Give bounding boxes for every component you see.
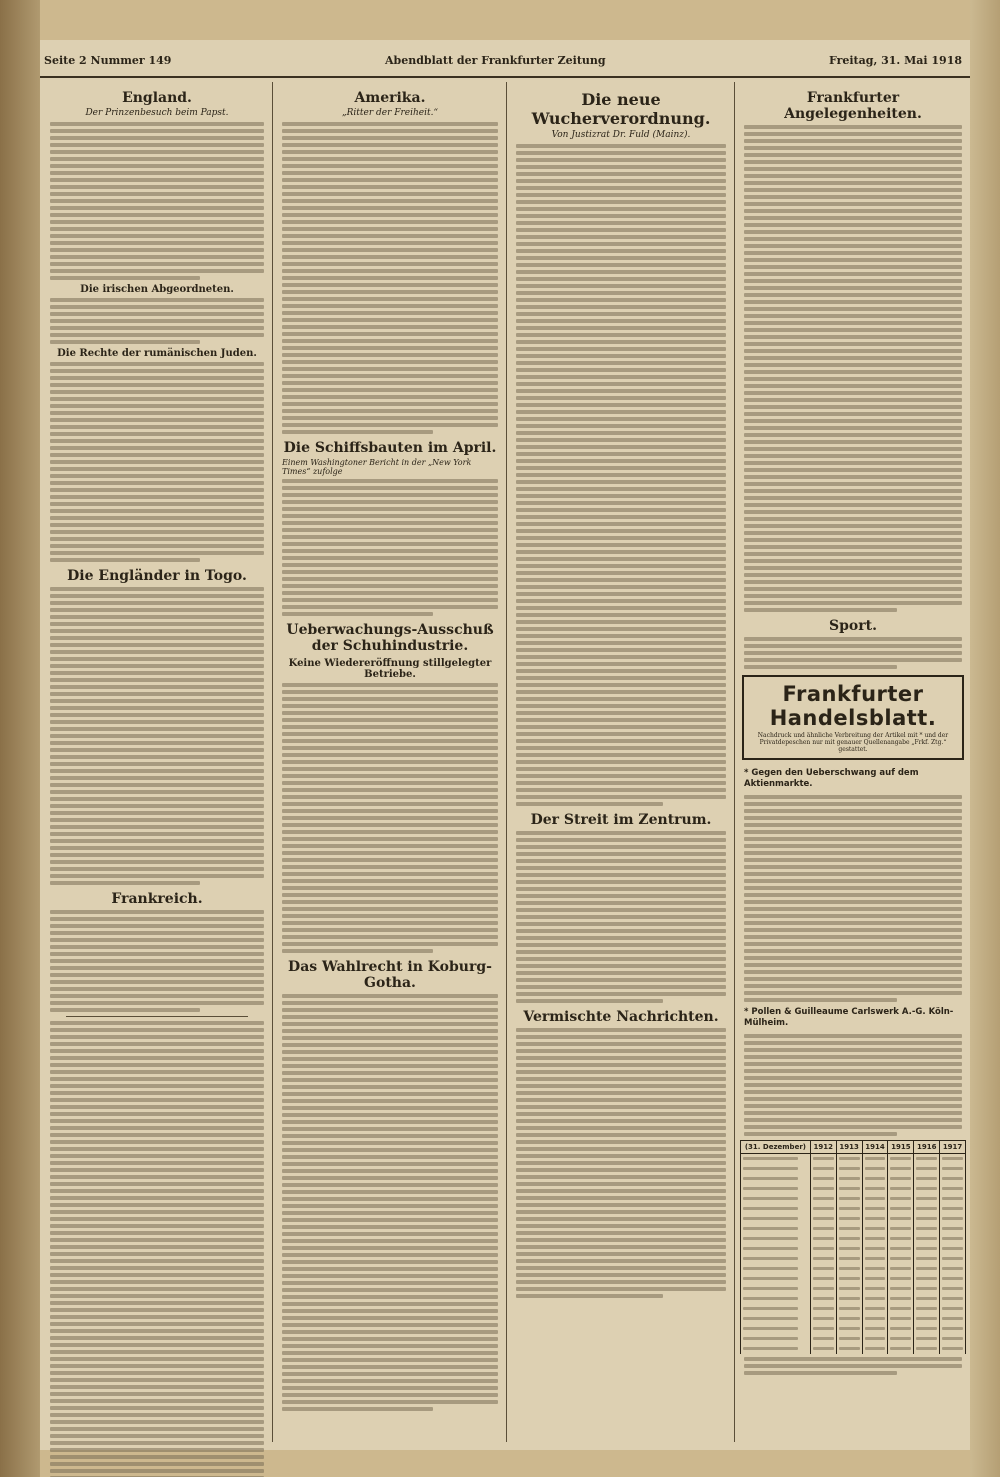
table-cell bbox=[888, 1234, 914, 1244]
table-cell bbox=[741, 1254, 811, 1264]
table-cell bbox=[810, 1214, 836, 1224]
table-row bbox=[741, 1184, 966, 1194]
table-cell bbox=[836, 1314, 862, 1324]
table-row bbox=[741, 1294, 966, 1304]
table-cell bbox=[940, 1264, 966, 1274]
table-cell bbox=[810, 1344, 836, 1354]
table-cell bbox=[836, 1324, 862, 1334]
table-cell bbox=[741, 1154, 811, 1164]
article-body bbox=[50, 910, 264, 1012]
table-cell bbox=[741, 1304, 811, 1314]
article-body bbox=[282, 994, 498, 1411]
table-cell bbox=[810, 1334, 836, 1344]
table-row bbox=[741, 1264, 966, 1274]
feuilleton-body bbox=[50, 1021, 264, 1477]
table-cell bbox=[862, 1284, 888, 1294]
table-cell bbox=[862, 1224, 888, 1234]
newspaper-page bbox=[40, 40, 970, 1450]
table-cell bbox=[741, 1324, 811, 1334]
table-cell bbox=[862, 1334, 888, 1344]
table-cell bbox=[862, 1214, 888, 1224]
table-cell bbox=[914, 1254, 940, 1264]
table-cell bbox=[862, 1184, 888, 1194]
table-header-row bbox=[741, 1141, 966, 1154]
article-title: Das Wahlrecht in Koburg-Gotha. bbox=[288, 959, 492, 991]
table-body bbox=[741, 1154, 966, 1354]
table-cell bbox=[810, 1174, 836, 1184]
table-cell bbox=[810, 1254, 836, 1264]
table-cell bbox=[888, 1264, 914, 1274]
table-cell bbox=[914, 1284, 940, 1294]
table-row bbox=[741, 1194, 966, 1204]
table-cell bbox=[888, 1314, 914, 1324]
table-cell bbox=[741, 1224, 811, 1234]
article-title: Die Engländer in Togo. bbox=[67, 568, 247, 584]
table-cell bbox=[810, 1304, 836, 1314]
article-lead: Einem Washingtoner Bericht in der „New York Times“ zufolge bbox=[282, 458, 472, 476]
table-cell bbox=[940, 1194, 966, 1204]
table-header: 1917 bbox=[940, 1141, 966, 1154]
table-row bbox=[741, 1174, 966, 1184]
table-cell bbox=[914, 1174, 940, 1184]
table-cell bbox=[862, 1314, 888, 1324]
page-number: Seite 2 Nummer 149 bbox=[44, 54, 172, 67]
handelsblatt-masthead bbox=[742, 675, 964, 760]
table-row bbox=[741, 1234, 966, 1244]
article-subtitle: „Ritter der Freiheit.“ bbox=[341, 108, 439, 118]
article-title: Frankfurter Angelegenheiten. bbox=[784, 90, 922, 122]
table-cell bbox=[741, 1264, 811, 1274]
table-cell bbox=[862, 1304, 888, 1314]
table-cell bbox=[741, 1244, 811, 1254]
column-amerika bbox=[278, 84, 502, 1414]
table-cell bbox=[836, 1334, 862, 1344]
article-body bbox=[744, 1357, 962, 1375]
table-cell bbox=[940, 1174, 966, 1184]
table-cell bbox=[836, 1194, 862, 1204]
table-header: 1914 bbox=[862, 1141, 888, 1154]
table-cell bbox=[810, 1224, 836, 1234]
table-cell bbox=[862, 1254, 888, 1264]
news-headline: * Gegen den Ueberschwang auf dem Aktienmarkte. bbox=[744, 768, 919, 789]
table-cell bbox=[914, 1324, 940, 1334]
article-subtitle: Der Prinzenbesuch beim Papst. bbox=[85, 108, 229, 118]
article-body bbox=[50, 587, 264, 885]
table-cell bbox=[888, 1224, 914, 1234]
table-cell bbox=[940, 1164, 966, 1174]
table-row bbox=[741, 1344, 966, 1354]
handelsblatt-title: Frankfurter Handelsblatt. bbox=[769, 682, 937, 730]
table-header: (31. Dezember) bbox=[741, 1141, 811, 1154]
column-rule bbox=[506, 82, 507, 1442]
article-title: Frankreich. bbox=[111, 891, 203, 907]
table-cell bbox=[836, 1274, 862, 1284]
table-cell bbox=[888, 1304, 914, 1314]
table-row bbox=[741, 1334, 966, 1344]
table-cell bbox=[940, 1244, 966, 1254]
table-cell bbox=[940, 1154, 966, 1164]
section-heading: Die Rechte der rumänischen Juden. bbox=[57, 348, 257, 359]
table-cell bbox=[836, 1174, 862, 1184]
column-frankfurt bbox=[740, 84, 966, 1378]
issue-date: Freitag, 31. Mai 1918 bbox=[828, 54, 962, 67]
table-cell bbox=[862, 1294, 888, 1304]
table-row bbox=[741, 1284, 966, 1294]
table-cell bbox=[940, 1314, 966, 1324]
table-row bbox=[741, 1274, 966, 1284]
table-cell bbox=[914, 1204, 940, 1214]
header-rule bbox=[40, 76, 970, 78]
table-cell bbox=[810, 1294, 836, 1304]
masthead-title: Abendblatt der Frankfurter Zeitung bbox=[385, 54, 606, 67]
table-cell bbox=[810, 1244, 836, 1254]
table-cell bbox=[741, 1294, 811, 1304]
table-cell bbox=[810, 1154, 836, 1164]
table-cell bbox=[741, 1184, 811, 1194]
table-cell bbox=[741, 1314, 811, 1324]
article-title: Amerika. bbox=[354, 90, 426, 106]
article-title: Die neue Wucherverordnung. bbox=[531, 90, 711, 128]
table-cell bbox=[810, 1314, 836, 1324]
article-body bbox=[516, 1028, 726, 1298]
news-lead bbox=[740, 1005, 966, 1031]
table-cell bbox=[940, 1274, 966, 1284]
table-cell bbox=[741, 1164, 811, 1174]
table-cell bbox=[741, 1194, 811, 1204]
table-cell bbox=[810, 1164, 836, 1174]
reprint-notice: Nachdruck und ähnliche Verbreitung der Artikel mit * und der Privatdepeschen nur mit genauer Quellenangabe „Frkf. Ztg.“ gestattet. bbox=[757, 732, 949, 753]
table-row bbox=[741, 1204, 966, 1214]
article-body bbox=[282, 683, 498, 953]
table-cell bbox=[914, 1334, 940, 1344]
article-byline: Von Justizrat Dr. Fuld (Mainz). bbox=[551, 130, 691, 140]
table-cell bbox=[741, 1284, 811, 1294]
table-cell bbox=[888, 1174, 914, 1184]
table-cell bbox=[836, 1214, 862, 1224]
table-cell bbox=[888, 1214, 914, 1224]
table-cell bbox=[888, 1294, 914, 1304]
table-cell bbox=[940, 1234, 966, 1244]
column-rule bbox=[272, 82, 273, 1442]
table-cell bbox=[862, 1174, 888, 1184]
article-body bbox=[744, 125, 962, 612]
table-cell bbox=[914, 1304, 940, 1314]
table-cell bbox=[836, 1154, 862, 1164]
table-cell bbox=[836, 1184, 862, 1194]
table-cell bbox=[914, 1274, 940, 1284]
table-cell bbox=[914, 1164, 940, 1174]
table-cell bbox=[810, 1184, 836, 1194]
table-cell bbox=[914, 1194, 940, 1204]
table-header: 1916 bbox=[914, 1141, 940, 1154]
table-cell bbox=[914, 1314, 940, 1324]
table-cell bbox=[888, 1164, 914, 1174]
table-cell bbox=[836, 1344, 862, 1354]
table-row bbox=[741, 1304, 966, 1314]
table-cell bbox=[888, 1194, 914, 1204]
table-cell bbox=[836, 1254, 862, 1264]
article-body bbox=[516, 144, 726, 806]
table-cell bbox=[940, 1344, 966, 1354]
article-body bbox=[50, 362, 264, 562]
table-cell bbox=[940, 1334, 966, 1344]
table-cell bbox=[940, 1304, 966, 1314]
table-cell bbox=[741, 1274, 811, 1284]
article-body bbox=[516, 831, 726, 1003]
table-cell bbox=[836, 1284, 862, 1294]
table-cell bbox=[810, 1204, 836, 1214]
table-cell bbox=[741, 1214, 811, 1224]
table-cell bbox=[940, 1204, 966, 1214]
table-cell bbox=[862, 1194, 888, 1204]
article-title: Vermischte Nachrichten. bbox=[523, 1009, 719, 1025]
table-cell bbox=[862, 1164, 888, 1174]
next-page-edge bbox=[970, 0, 1000, 1477]
table-cell bbox=[862, 1154, 888, 1164]
table-cell bbox=[836, 1294, 862, 1304]
table-cell bbox=[888, 1274, 914, 1284]
table-cell bbox=[836, 1244, 862, 1254]
table-row bbox=[741, 1214, 966, 1224]
table-cell bbox=[862, 1204, 888, 1214]
table-cell bbox=[914, 1344, 940, 1354]
table-cell bbox=[940, 1284, 966, 1294]
table-cell bbox=[810, 1284, 836, 1294]
table-cell bbox=[914, 1244, 940, 1254]
table-row bbox=[741, 1314, 966, 1324]
table-cell bbox=[810, 1324, 836, 1334]
table-header: 1913 bbox=[836, 1141, 862, 1154]
table-row bbox=[741, 1224, 966, 1234]
table-cell bbox=[741, 1174, 811, 1184]
article-body bbox=[50, 298, 264, 344]
article-body bbox=[744, 637, 962, 669]
section-heading: Die irischen Abgeordneten. bbox=[80, 284, 234, 295]
table-cell bbox=[741, 1234, 811, 1244]
table-cell bbox=[836, 1164, 862, 1174]
table-cell bbox=[810, 1274, 836, 1284]
table-header: 1915 bbox=[888, 1141, 914, 1154]
table-cell bbox=[888, 1184, 914, 1194]
column-rule bbox=[734, 82, 735, 1442]
table-cell bbox=[862, 1244, 888, 1254]
table-cell bbox=[862, 1264, 888, 1274]
article-body bbox=[282, 479, 498, 616]
page-header bbox=[40, 54, 970, 70]
table-row bbox=[741, 1244, 966, 1254]
table-cell bbox=[836, 1224, 862, 1234]
table-cell bbox=[940, 1224, 966, 1234]
table-cell bbox=[888, 1244, 914, 1254]
table-cell bbox=[836, 1264, 862, 1274]
table-cell bbox=[741, 1204, 811, 1214]
table-cell bbox=[940, 1214, 966, 1224]
table-cell bbox=[888, 1254, 914, 1264]
news-headline: * Pollen & Guilleaume Carlswerk A.-G. Köln-Mülheim. bbox=[744, 1007, 954, 1028]
table-cell bbox=[888, 1154, 914, 1164]
table-cell bbox=[836, 1304, 862, 1314]
table-cell bbox=[810, 1264, 836, 1274]
table-cell bbox=[862, 1274, 888, 1284]
table-cell bbox=[940, 1324, 966, 1334]
table-cell bbox=[741, 1334, 811, 1344]
table-cell bbox=[862, 1344, 888, 1354]
table-cell bbox=[914, 1294, 940, 1304]
table-cell bbox=[888, 1284, 914, 1294]
table-cell bbox=[810, 1234, 836, 1244]
table-header: 1912 bbox=[810, 1141, 836, 1154]
section-title-sport: Sport. bbox=[829, 618, 877, 634]
table-cell bbox=[836, 1234, 862, 1244]
table-cell bbox=[888, 1204, 914, 1214]
book-binding-edge bbox=[0, 0, 40, 1477]
article-body bbox=[282, 122, 498, 434]
table-cell bbox=[914, 1234, 940, 1244]
table-cell bbox=[940, 1294, 966, 1304]
table-cell bbox=[914, 1224, 940, 1234]
article-body bbox=[744, 795, 962, 1002]
table-row bbox=[741, 1154, 966, 1164]
column-wucherverordnung bbox=[512, 84, 730, 1301]
article-body bbox=[744, 1034, 962, 1136]
news-lead bbox=[740, 766, 966, 792]
article-body bbox=[50, 122, 264, 280]
section-divider bbox=[66, 1016, 248, 1017]
table-cell bbox=[914, 1214, 940, 1224]
table-cell bbox=[888, 1324, 914, 1334]
table-cell bbox=[914, 1264, 940, 1274]
table-cell bbox=[940, 1254, 966, 1264]
table-row bbox=[741, 1324, 966, 1334]
column-england bbox=[46, 84, 268, 1477]
article-title: England. bbox=[122, 90, 192, 106]
table-cell bbox=[862, 1324, 888, 1334]
table-row bbox=[741, 1164, 966, 1174]
article-subtitle: Keine Wiedereröffnung stillgelegter Betriebe. bbox=[288, 658, 492, 680]
article-title: Der Streit im Zentrum. bbox=[530, 812, 712, 828]
table-cell bbox=[914, 1184, 940, 1194]
article-title: Die Schiffsbauten im April. bbox=[283, 440, 497, 456]
table-cell bbox=[741, 1344, 811, 1354]
article-title: Ueberwachungs-Ausschuß der Schuhindustrie. bbox=[286, 622, 494, 654]
table-cell bbox=[940, 1184, 966, 1194]
table-cell bbox=[914, 1154, 940, 1164]
table-cell bbox=[862, 1234, 888, 1244]
balance-table bbox=[740, 1140, 966, 1354]
table-cell bbox=[836, 1204, 862, 1214]
table-cell bbox=[810, 1194, 836, 1204]
table-cell bbox=[888, 1334, 914, 1344]
table-row bbox=[741, 1254, 966, 1264]
table-cell bbox=[888, 1344, 914, 1354]
